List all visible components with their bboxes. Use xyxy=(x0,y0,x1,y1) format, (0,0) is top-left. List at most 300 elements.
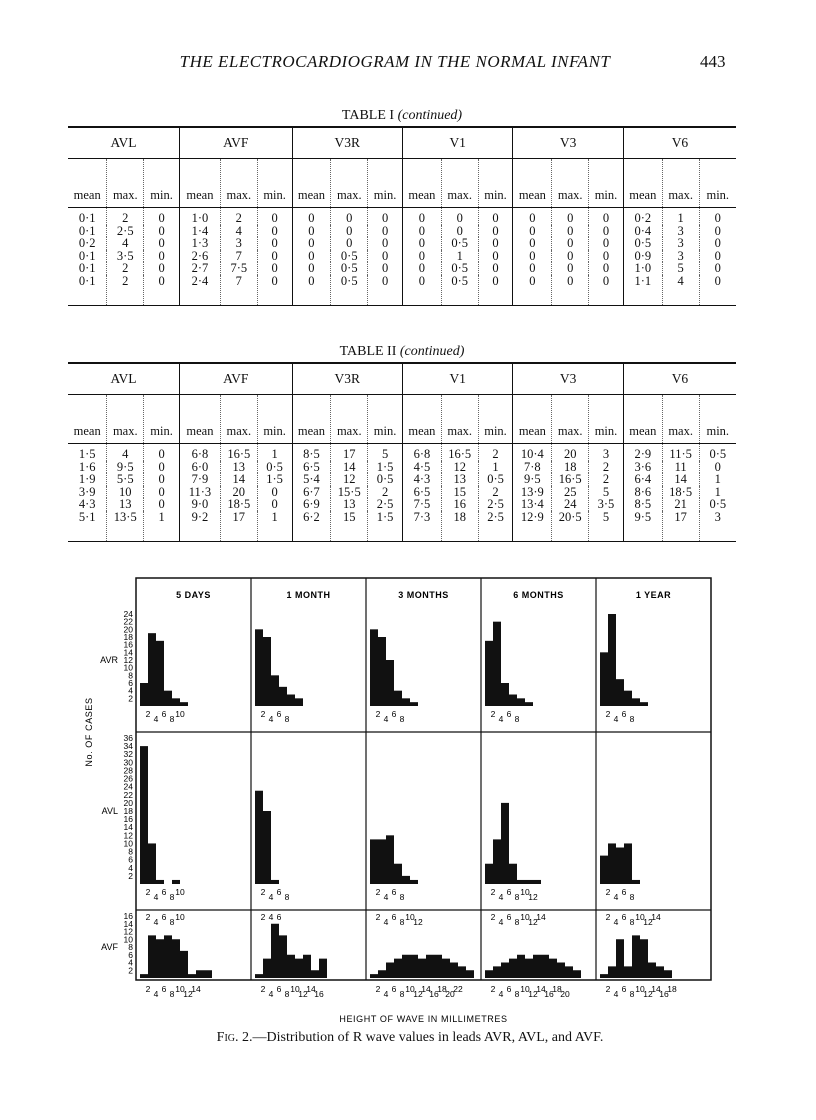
histogram-bar xyxy=(378,839,386,884)
histogram-bar xyxy=(600,974,608,978)
stat-header: min. xyxy=(589,395,624,444)
table-cell: 0 xyxy=(513,225,552,238)
histogram-bar xyxy=(319,959,327,978)
lead-header: V3R xyxy=(292,363,402,395)
table-cell: 0 xyxy=(478,225,513,238)
x-tick-label: 4 xyxy=(268,912,274,922)
y-tick-label: 6 xyxy=(128,949,133,960)
table-cell: 5·1 xyxy=(68,511,107,542)
histogram-bar xyxy=(164,935,172,978)
page-number: 443 xyxy=(700,52,726,71)
table-row xyxy=(68,275,736,306)
table-cell: 0 xyxy=(552,250,589,263)
histogram-bar xyxy=(156,880,164,884)
table-cell: 0 xyxy=(257,208,292,225)
table-cell: 1·6 xyxy=(78,459,96,474)
table-cell: 11 xyxy=(662,461,699,474)
table-cell: 7·3 xyxy=(402,511,441,542)
x-tick-label: 4 xyxy=(383,714,389,724)
table-cell: 5·4 xyxy=(292,473,331,486)
column-header: 5 DAYS xyxy=(176,590,211,600)
table-cell: 4 xyxy=(220,225,257,238)
table-cell: 2 xyxy=(107,208,144,225)
stat-header: min. xyxy=(144,159,180,208)
x-axis-tick-label: 16 xyxy=(314,989,324,999)
stat-header: min. xyxy=(144,395,180,444)
x-axis-tick-label: 22 xyxy=(453,984,463,994)
table-cell: 0 xyxy=(552,237,589,250)
histogram-bar xyxy=(410,702,418,706)
x-tick-label: 6 xyxy=(161,887,167,897)
table-cell: 9·5 xyxy=(107,461,144,474)
table-cell: 16·5 xyxy=(220,444,257,461)
histogram-bar xyxy=(632,935,640,978)
lead-header: AVF xyxy=(179,363,292,395)
table-cell: 1·9 xyxy=(78,472,96,486)
y-tick-label: 16 xyxy=(123,814,133,825)
histogram-bar xyxy=(180,951,188,978)
x-axis-tick-label: 4 xyxy=(383,989,389,999)
histogram-bar xyxy=(501,683,509,706)
lead-label: AVR xyxy=(100,655,118,665)
histogram-bar xyxy=(394,864,402,884)
table-cell: 0·5 xyxy=(331,262,368,275)
histogram-bar xyxy=(509,864,517,884)
stat-header: max. xyxy=(107,159,144,208)
stat-header: mean xyxy=(623,395,662,444)
table-cell: 0 xyxy=(699,262,736,275)
x-tick-label: 6 xyxy=(506,709,512,719)
histogram-bar xyxy=(458,966,466,978)
table-cell: 2·5 xyxy=(478,498,513,511)
table-cell: 0 xyxy=(368,225,403,238)
x-axis-tick-label: 14 xyxy=(536,984,546,994)
histogram-bar xyxy=(204,970,212,978)
table-cell: 0 xyxy=(699,461,736,474)
histogram-bar xyxy=(172,939,180,978)
table-cell: 0·1 xyxy=(78,261,96,275)
table-cell: 0 xyxy=(257,486,292,499)
table-cell: 2 xyxy=(478,444,513,461)
x-axis-tick-label: 8 xyxy=(514,989,520,999)
histogram-bar xyxy=(378,637,386,706)
histogram-bar xyxy=(180,702,188,706)
x-tick-label: 8 xyxy=(629,892,635,902)
y-tick-label: 28 xyxy=(123,765,133,776)
table-cell: 4·3 xyxy=(78,497,96,511)
table-2 xyxy=(68,362,736,542)
table-2-caption xyxy=(68,344,736,360)
histogram-bar xyxy=(271,880,279,884)
x-axis-tick-label: 16 xyxy=(429,989,439,999)
x-tick-label: 8 xyxy=(629,714,635,724)
histogram-bar xyxy=(549,959,557,978)
table-cell: 0 xyxy=(368,262,403,275)
table-cell: 1·5 xyxy=(257,473,292,486)
x-tick-label: 12 xyxy=(413,917,423,927)
histogram-bar xyxy=(418,959,426,978)
y-tick-label: 2 xyxy=(128,870,133,881)
x-tick-label: 4 xyxy=(153,917,159,927)
table-cell: 0 xyxy=(699,237,736,250)
table-cell: 1·5 xyxy=(78,447,96,461)
table-cell: 0·5 xyxy=(441,262,478,275)
histogram-bar xyxy=(386,835,394,884)
table-cell: 0 xyxy=(513,250,552,263)
x-axis-tick-label: 6 xyxy=(276,984,282,994)
table-cell: 21 xyxy=(662,498,699,511)
y-tick-label: 20 xyxy=(123,797,133,808)
lead-header: AVL xyxy=(68,363,179,395)
table-cell: 9·2 xyxy=(179,511,220,542)
lead-header: V1 xyxy=(402,363,512,395)
table-cell: 1 xyxy=(478,461,513,474)
histogram-bar xyxy=(386,660,394,706)
table-cell: 2·4 xyxy=(179,275,220,306)
histogram-bar xyxy=(624,966,632,978)
table-cell: 2 xyxy=(589,473,624,486)
table-cell: 0 xyxy=(368,275,403,306)
figure-caption-label: Fig. 2. xyxy=(216,1030,253,1045)
x-tick-label: 6 xyxy=(276,887,282,897)
y-tick-label: 18 xyxy=(123,632,133,642)
table-row xyxy=(68,237,736,250)
table-cell: 0 xyxy=(144,237,180,250)
x-tick-label: 6 xyxy=(161,709,167,719)
table-cell: 0 xyxy=(513,275,552,306)
stat-header: mean xyxy=(623,159,662,208)
lead-header: V3 xyxy=(513,363,623,395)
table-cell: 20 xyxy=(220,486,257,499)
stat-header: mean xyxy=(292,395,331,444)
table-cell: 3 xyxy=(662,237,699,250)
x-axis-tick-label: 4 xyxy=(498,989,504,999)
x-tick-label: 14 xyxy=(536,912,546,922)
table-cell: 11·3 xyxy=(179,486,220,499)
y-tick-label: 24 xyxy=(123,609,133,619)
table-1-caption xyxy=(68,108,736,124)
table-row xyxy=(68,444,736,461)
table-cell: 6·2 xyxy=(292,511,331,542)
table-cell: 0·5 xyxy=(441,237,478,250)
table-cell: 0 xyxy=(331,208,368,225)
table-2-title: TABLE II xyxy=(339,344,397,359)
x-tick-label: 12 xyxy=(528,917,538,927)
x-tick-label: 10 xyxy=(175,709,185,719)
table-cell: 0 xyxy=(699,275,736,306)
histogram-bar xyxy=(402,698,410,706)
x-tick-label: 2 xyxy=(145,912,151,922)
histogram-bar xyxy=(148,843,156,884)
x-tick-label: 10 xyxy=(520,887,530,897)
table-cell: 4 xyxy=(107,237,144,250)
table-cell: 0 xyxy=(257,237,292,250)
stat-header: min. xyxy=(478,395,513,444)
table-cell: 4 xyxy=(662,275,699,306)
table-cell: 7·5 xyxy=(220,262,257,275)
table-cell: 1·5 xyxy=(368,461,403,474)
y-tick-label: 34 xyxy=(123,741,133,752)
x-tick-label: 2 xyxy=(260,709,266,719)
histogram-bar xyxy=(565,966,573,978)
table-cell: 6·7 xyxy=(292,486,331,499)
histogram-bar xyxy=(410,880,418,884)
table-cell: 18 xyxy=(441,511,478,542)
table-cell: 5·5 xyxy=(107,473,144,486)
x-axis-tick-label: 4 xyxy=(268,989,274,999)
table-cell: 2 xyxy=(589,461,624,474)
x-tick-label: 6 xyxy=(506,912,512,922)
table-cell: 2·6 xyxy=(179,250,220,263)
x-tick-label: 8 xyxy=(169,917,175,927)
table-cell: 9·5 xyxy=(623,511,662,542)
histogram-bar xyxy=(148,935,156,978)
histogram-bar xyxy=(394,959,402,978)
histogram-bar xyxy=(632,698,640,706)
x-tick-label: 2 xyxy=(490,887,496,897)
table-cell: 0 xyxy=(402,250,441,263)
table-cell: 0·9 xyxy=(623,250,662,263)
stat-header: max. xyxy=(552,159,589,208)
histogram-bar xyxy=(295,959,303,978)
x-tick-label: 10 xyxy=(175,912,185,922)
table-cell: 0 xyxy=(257,498,292,511)
histogram-bar xyxy=(624,843,632,884)
table-cell: 0 xyxy=(699,250,736,263)
table-cell: 0 xyxy=(589,225,624,238)
y-tick-label: 30 xyxy=(123,757,133,768)
table-cell: 14 xyxy=(331,461,368,474)
table-cell: 0 xyxy=(478,250,513,263)
figure-caption: Fig. 2.—Distribution of R wave values in leads AVR, AVL, and AVF. xyxy=(216,1030,604,1045)
table-cell: 1 xyxy=(441,250,478,263)
table-cell: 0·1 xyxy=(78,248,96,263)
histogram-bar xyxy=(624,691,632,706)
table-cell: 0 xyxy=(441,208,478,225)
x-tick-label: 4 xyxy=(613,892,619,902)
table-cell: 1 xyxy=(144,511,180,542)
table-row xyxy=(68,262,736,275)
table-cell: 1·5 xyxy=(368,511,403,542)
lead-header: V6 xyxy=(623,127,736,159)
table-cell: 5 xyxy=(662,262,699,275)
x-axis-tick-label: 12 xyxy=(413,989,423,999)
histogram-bar xyxy=(616,848,624,885)
stat-header: max. xyxy=(552,395,589,444)
histogram-bar xyxy=(517,955,525,978)
x-tick-label: 2 xyxy=(375,709,381,719)
table-cell: 25 xyxy=(552,486,589,499)
histogram-bar xyxy=(188,974,196,978)
table-cell: 0 xyxy=(144,262,180,275)
table-cell: 7 xyxy=(220,275,257,306)
x-tick-label: 2 xyxy=(375,912,381,922)
y-tick-label: 10 xyxy=(123,934,133,945)
table-cell: 6·8 xyxy=(179,444,220,461)
stat-header: mean xyxy=(68,395,107,444)
table-cell: 0 xyxy=(144,208,180,225)
table-cell: 8·5 xyxy=(292,444,331,461)
table-cell: 2 xyxy=(220,208,257,225)
table-cell: 0 xyxy=(589,275,624,306)
x-axis-tick-label: 12 xyxy=(298,989,308,999)
running-head: THE ELECTROCARDIOGRAM IN THE NORMAL INFANT xyxy=(179,52,611,71)
x-tick-label: 4 xyxy=(153,892,159,902)
r-wave-distribution-figure xyxy=(80,572,740,1022)
table-cell: 12 xyxy=(331,473,368,486)
table-cell: 2 xyxy=(478,486,513,499)
y-tick-label: 32 xyxy=(123,749,133,760)
x-tick-label: 6 xyxy=(391,912,397,922)
table-cell: 0·4 xyxy=(623,225,662,238)
table-cell: 0 xyxy=(552,275,589,306)
x-tick-label: 4 xyxy=(498,892,504,902)
table-cell: 2·5 xyxy=(107,225,144,238)
stat-header: min. xyxy=(478,159,513,208)
table-cell: 0 xyxy=(144,275,180,306)
x-axis-tick-label: 10 xyxy=(520,984,530,994)
table-cell: 1·1 xyxy=(623,275,662,306)
y-tick-label: 20 xyxy=(123,624,133,635)
table-cell: 0·5 xyxy=(699,444,736,461)
table-cell: 18 xyxy=(552,461,589,474)
table-cell: 0 xyxy=(144,461,180,474)
table-cell: 3 xyxy=(589,444,624,461)
histogram-bar xyxy=(148,633,156,706)
table-cell: 0 xyxy=(589,262,624,275)
table-cell: 1·3 xyxy=(179,237,220,250)
table-2-lead-header-row xyxy=(68,363,736,395)
table-cell: 0 xyxy=(257,275,292,306)
y-tick-label: 10 xyxy=(123,662,133,673)
y-tick-label: 8 xyxy=(128,670,133,681)
stat-header: min. xyxy=(257,159,292,208)
stat-header: mean xyxy=(179,395,220,444)
x-tick-label: 6 xyxy=(621,912,627,922)
histogram-bar xyxy=(525,880,533,884)
x-tick-label: 8 xyxy=(284,714,290,724)
histogram-bar xyxy=(271,675,279,706)
y-tick-label: 4 xyxy=(128,862,133,873)
x-tick-label: 6 xyxy=(391,887,397,897)
stat-header: max. xyxy=(220,395,257,444)
x-tick-label: 2 xyxy=(490,912,496,922)
table-cell: 1 xyxy=(699,473,736,486)
table-1-continued: (continued) xyxy=(397,108,463,123)
histogram-bar xyxy=(279,687,287,706)
x-axis-tick-label: 16 xyxy=(659,989,669,999)
x-axis-tick-label: 2 xyxy=(490,984,496,994)
stat-header: mean xyxy=(402,395,441,444)
x-axis-tick-label: 2 xyxy=(260,984,266,994)
table-cell: 0 xyxy=(513,237,552,250)
stat-header: max. xyxy=(331,395,368,444)
histogram-bar xyxy=(450,963,458,979)
stat-header: max. xyxy=(220,159,257,208)
histogram-bar xyxy=(434,955,442,978)
x-tick-label: 8 xyxy=(169,714,175,724)
table-cell: 0·5 xyxy=(368,473,403,486)
table-cell: 0 xyxy=(292,208,331,225)
table-cell: 2 xyxy=(107,262,144,275)
x-axis-tick-label: 14 xyxy=(421,984,431,994)
y-tick-label: 6 xyxy=(128,854,133,865)
y-tick-label: 12 xyxy=(123,830,133,841)
table-1-stat-header-row xyxy=(68,159,736,208)
table-2-stat-header-row xyxy=(68,395,736,444)
x-tick-label: 4 xyxy=(613,917,619,927)
table-cell: 1·0 xyxy=(179,208,220,225)
y-tick-label: 12 xyxy=(123,926,133,937)
x-axis-tick-label: 6 xyxy=(621,984,627,994)
histogram-bar xyxy=(378,970,386,978)
y-tick-label: 10 xyxy=(123,838,133,849)
table-cell: 0 xyxy=(478,275,513,306)
lead-header: AVL xyxy=(68,127,179,159)
histogram-bar xyxy=(255,791,263,884)
table-cell: 0 xyxy=(257,250,292,263)
table-cell: 0·5 xyxy=(699,498,736,511)
histogram-bar xyxy=(156,641,164,706)
table-cell: 1·0 xyxy=(623,262,662,275)
x-tick-label: 12 xyxy=(643,917,653,927)
table-cell: 12·9 xyxy=(513,511,552,542)
y-tick-label: 8 xyxy=(128,846,133,857)
table-2-continued: (continued) xyxy=(399,344,465,359)
histogram-bar xyxy=(466,970,474,978)
stat-header: min. xyxy=(257,395,292,444)
table-row xyxy=(68,498,736,511)
lead-header: V3 xyxy=(513,127,623,159)
table-cell: 9·0 xyxy=(179,498,220,511)
x-axis-tick-label: 12 xyxy=(183,989,193,999)
x-tick-label: 10 xyxy=(635,912,645,922)
histogram-bar xyxy=(608,966,616,978)
stat-header: min. xyxy=(368,159,403,208)
x-axis-tick-label: 12 xyxy=(528,989,538,999)
histogram-bar xyxy=(402,876,410,884)
x-tick-label: 8 xyxy=(169,892,175,902)
table-cell: 6·4 xyxy=(623,473,662,486)
table-1-title: TABLE I xyxy=(341,108,395,123)
table-cell: 2·9 xyxy=(623,444,662,461)
table-cell: 1 xyxy=(257,511,292,542)
y-tick-label: 6 xyxy=(128,678,133,688)
histogram-bar xyxy=(485,864,493,884)
x-axis-tick-label: 18 xyxy=(667,984,677,994)
table-cell: 15 xyxy=(441,486,478,499)
x-tick-label: 8 xyxy=(284,892,290,902)
table-cell: 5 xyxy=(589,486,624,499)
x-axis-tick-label: 4 xyxy=(613,989,619,999)
histogram-bar xyxy=(370,839,378,884)
column-header: 1 YEAR xyxy=(635,590,672,600)
x-tick-label: 6 xyxy=(276,912,282,922)
column-header: 6 MONTHS xyxy=(513,590,564,600)
table-cell: 16 xyxy=(441,498,478,511)
table-cell: 14 xyxy=(662,473,699,486)
table-cell: 4·5 xyxy=(402,461,441,474)
y-tick-label: 8 xyxy=(128,942,133,952)
x-tick-label: 4 xyxy=(613,714,619,724)
y-tick-label: 4 xyxy=(128,957,133,968)
x-axis-tick-label: 6 xyxy=(391,984,397,994)
x-tick-label: 10 xyxy=(175,887,185,897)
table-cell: 18·5 xyxy=(220,498,257,511)
histogram-bar xyxy=(271,924,279,978)
table-row xyxy=(68,208,736,225)
table-cell: 0 xyxy=(292,262,331,275)
